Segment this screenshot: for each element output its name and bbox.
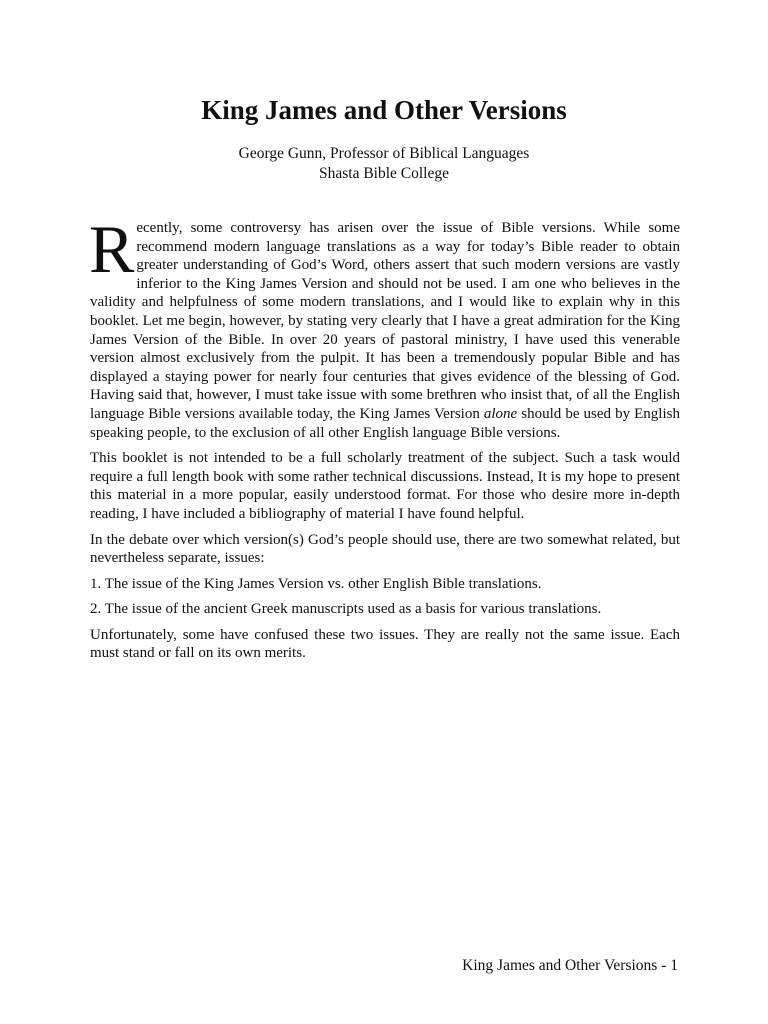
list-item-1: 1. The issue of the King James Version vs. other English Bible translations.	[90, 575, 542, 592]
paragraph-1-text-b: should be used by English speaking people, to the exclusion of all other English language Bible versions.	[90, 405, 680, 441]
paragraph-3: In the debate over which version(s) God’s people should use, there are two somewhat related, but nevertheless separate, issues:	[90, 531, 680, 567]
emphasis-alone: alone	[483, 405, 518, 422]
list-item-2: 2. The issue of the ancient Greek manuscripts used as a basis for various translations.	[90, 601, 602, 618]
page-footer: King James and Other Versions - 1	[462, 957, 678, 974]
paragraph-1	[89, 211, 680, 442]
drop-cap: R	[89, 211, 135, 287]
author-line: George Gunn, Professor of Biblical Languages	[238, 145, 530, 162]
document-title: King James and Other Versions	[201, 95, 567, 125]
body-text	[89, 211, 680, 670]
paragraph-2: This booklet is not intended to be a full scholarly treatment of the subject. Such a task would require a full length book with some rather technical discussions. Instead, It is my hope to present this material in a more popular, easily understood format. For those who desire more in-depth reading, I have included a bibliography of material I have found helpful.	[90, 450, 680, 522]
paragraph-6: Unfortunately, some have confused these two issues. They are really not the same issue. Each must stand or fall on its own merits.	[90, 626, 680, 662]
byline	[0, 144, 768, 184]
paragraph-1-text-a: ecently, some controversy has arisen over the issue of Bible versions. While some recommend modern language translations as a way for today’s Bible reader to obtain greater understanding of God’s Word, others assert that such modern versions are vastly inferior to the King James Version and should not be used. I am one who believes in the validity and helpfulness of some modern translations, and I would like to explain why in this booklet. Let me begin, however, by stating very clearly that I have a great admiration for the King James Version of the Bible. In over 20 years of pastoral ministry, I have used this venerable version almost exclusively from the pulpit. It has been a tremendously popular Bible and has displayed a staying power for nearly four centuries that gives evidence of the blessing of God. Having said that, however, I must take issue with some brethren who insist that, of all the English language Bible versions available today, the King James Version	[90, 220, 680, 422]
institution-line: Shasta Bible College	[318, 165, 449, 182]
